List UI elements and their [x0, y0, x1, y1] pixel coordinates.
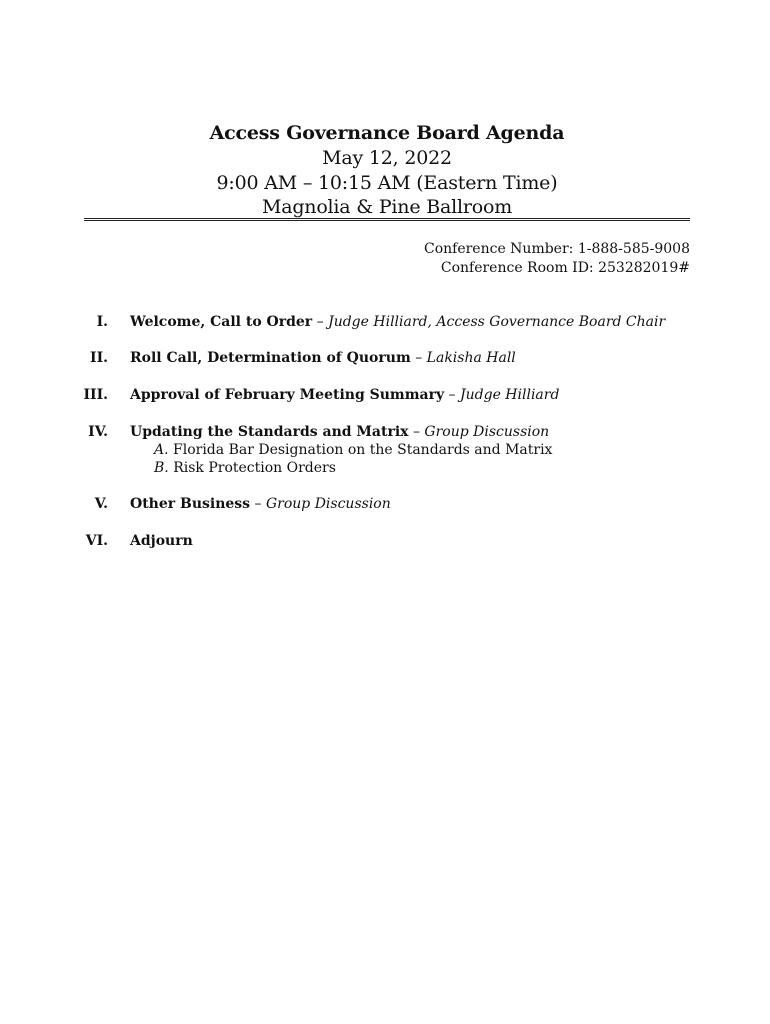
- agenda-subitem-text: Risk Protection Orders: [173, 460, 336, 476]
- agenda-subitem-b: [154, 459, 336, 477]
- meeting-location: Magnolia & Pine Ballroom: [261, 196, 513, 218]
- agenda-subitem-a: [154, 441, 552, 459]
- agenda-item-presenter: Judge Hilliard: [460, 387, 560, 403]
- agenda-subitem-letter: A.: [154, 442, 169, 458]
- agenda-item-body: [130, 532, 193, 550]
- agenda-item-separator: –: [408, 424, 425, 440]
- agenda-item-separator: –: [444, 387, 461, 403]
- agenda-item-presenter: Judge Hilliard, Access Governance Board Chair: [328, 314, 666, 330]
- agenda-header: [84, 121, 690, 220]
- agenda-item-body: [130, 313, 665, 331]
- meeting-date: May 12, 2022: [322, 147, 452, 169]
- agenda-item-separator: –: [312, 314, 329, 330]
- agenda-item-body: [130, 423, 549, 441]
- agenda-item-presenter: Lakisha Hall: [426, 350, 516, 366]
- agenda-item-presenter: Group Discussion: [424, 424, 550, 440]
- agenda-item-numeral: IV.: [88, 424, 108, 440]
- agenda-item-separator: –: [410, 350, 427, 366]
- conference-room-id: Conference Room ID: 253282019#: [440, 259, 690, 276]
- agenda-item-title: Welcome, Call to Order: [130, 314, 313, 330]
- agenda-item-title: Roll Call, Determination of Quorum: [130, 350, 411, 366]
- meeting-time: 9:00 AM – 10:15 AM (Eastern Time): [216, 171, 558, 194]
- agenda-item-numeral: I.: [96, 314, 108, 330]
- agenda-item-title: Other Business: [130, 496, 251, 512]
- agenda-item-title: Adjourn: [130, 533, 193, 549]
- agenda-item-separator: –: [250, 496, 266, 512]
- agenda-subitem-text: Florida Bar Designation on the Standards and Matrix: [173, 442, 553, 458]
- agenda-item-title: Approval of February Meeting Summary: [130, 387, 445, 403]
- conference-info: [424, 240, 690, 277]
- agenda-item-presenter: Group Discussion: [265, 496, 391, 512]
- agenda-item-body: [130, 349, 516, 367]
- page-title: Access Governance Board Agenda: [209, 122, 565, 144]
- agenda-item-numeral: VI.: [85, 533, 108, 549]
- agenda-item-title: Updating the Standards and Matrix: [130, 424, 409, 440]
- agenda-item-numeral: V.: [94, 496, 108, 512]
- agenda-item-body: [130, 386, 559, 404]
- agenda-item-body: [130, 495, 391, 513]
- agenda-subitem-letter: B.: [154, 460, 169, 476]
- conference-number: Conference Number: 1-888-585-9008: [423, 241, 690, 257]
- header-divider: [84, 218, 690, 221]
- agenda-item-numeral: III.: [83, 387, 108, 403]
- agenda-item-numeral: II.: [90, 350, 108, 366]
